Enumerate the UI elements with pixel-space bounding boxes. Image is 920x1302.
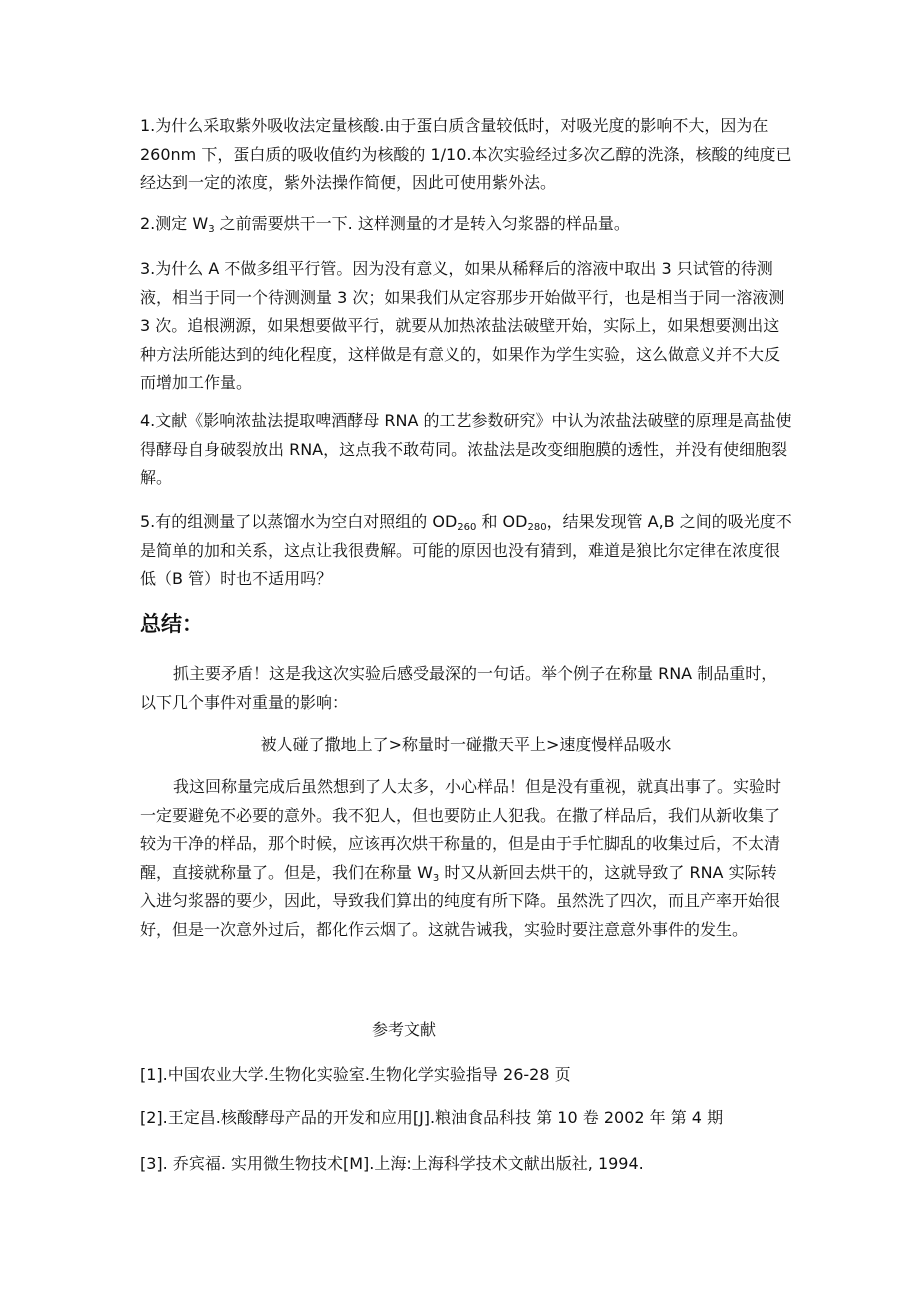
summary-paragraph-2-text: 我这回称量完成后虽然想到了人太多，小心样品！但是没有重视，就真出事了。实验时一定要避免不必要的意外。我不犯人，但也要防止人犯我。在撒了样品后，我们从新收集了较为干净的样品，那个时候，应该再次烘干称量的，但是由于手忙脚乱的收集过后，不太清醒，直接就称量了。但是，我们在称量 W [140,777,782,882]
question-5 [140,508,792,594]
question-5-text-c: ，结果发现管 A,B 之间的吸光度不是简单的加和关系，这点让我很费解。可能的原因也没有猜到，难道是狼比尔定律在浓度很低（B 管）时也不适用吗？ [140,512,792,588]
summary-paragraph-2-text-rest: 时又从新回去烘干的，这就导致了 RNA 实际转入进匀浆器的要少，因此，导致我们算出的纯度有所下降。虽然洗了四次，而且产率开始很好，但是一次意外过后，都化作云烟了。这就告诫我，实验时要注意意外事件的发生。 [140,862,781,939]
question-3: 3.为什么 A 不做多组平行管。因为没有意义，如果从稀释后的溶液中取出 3 只试管的待测液，相当于同一个待测测量 3 次；如果我们从定容那步开始做平行，也是相当于同一溶液测 3 次。追根溯源，如果想要做平行，就要从加热浓盐法破壁开始，实际上，如果想要测出这种方法所能达到的纯化程度，这样做是有意义的，如果作为学生实验，这么做意义并不大反而增加工作量。 [140,259,785,392]
reference-item-2: [2].王定昌.核酸酵母产品的开发和应用[J].粮油食品科技 第 10 卷 2002 年 第 4 期 [140,1108,724,1127]
reference-item-3: [3]. 乔宾福. 实用微生物技术[M].上海:上海科学技术文献出版社, 1994. [140,1154,644,1173]
summary-paragraph-1: 抓主要矛盾！这是我这次实验后感受最深的一句话。举个例子在称量 RNA 制品重时，以下几个事件对重量的影响： [140,664,778,712]
subscript-260: 260 [457,522,477,533]
question-4: 4.文献《影响浓盐法提取啤酒酵母 RNA 的工艺参数研究》中认为浓盐法破壁的原理是高盐使得酵母自身破裂放出 RNA，这点我不敢苟同。浓盐法是改变细胞膜的透性，并没有使细胞裂解。 [140,411,792,487]
question-2-text-rest: 之前需要烘干一下. 这样测量的才是转入匀浆器的样品量。 [214,214,630,233]
reference-item-1: [1].中国农业大学.生物化实验室.生物化学实验指导 26-28 页 [140,1065,571,1084]
subscript: 3 [432,872,440,884]
subscript-280: 280 [527,522,547,533]
question-2 [140,210,792,239]
summary-chain-line: 被人碰了撒地上了>称量时一碰撒天平上>速度慢样品吸水 [260,735,672,754]
question-1: 1.为什么采取紫外吸收法定量核酸.由于蛋白质含量较低时，对吸光度的影响不大，因为在260nm 下，蛋白质的吸收值约为核酸的 1/10.本次实验经过多次乙醇的洗涤，核酸的纯度已经达到一定的浓度，紫外法操作简便，因此可使用紫外法。 [140,116,792,192]
question-5-text-a: 5.有的组测量了以蒸馏水为空白对照组的 OD [140,512,458,531]
subscript: 3 [208,224,215,235]
question-5-text-b: 和 OD [476,512,528,531]
question-2-text: 2.测定 W [140,214,209,233]
references-title: 参考文献 [372,1020,437,1039]
summary-heading: 总结： [140,612,203,636]
summary-paragraph-2 [140,773,792,944]
